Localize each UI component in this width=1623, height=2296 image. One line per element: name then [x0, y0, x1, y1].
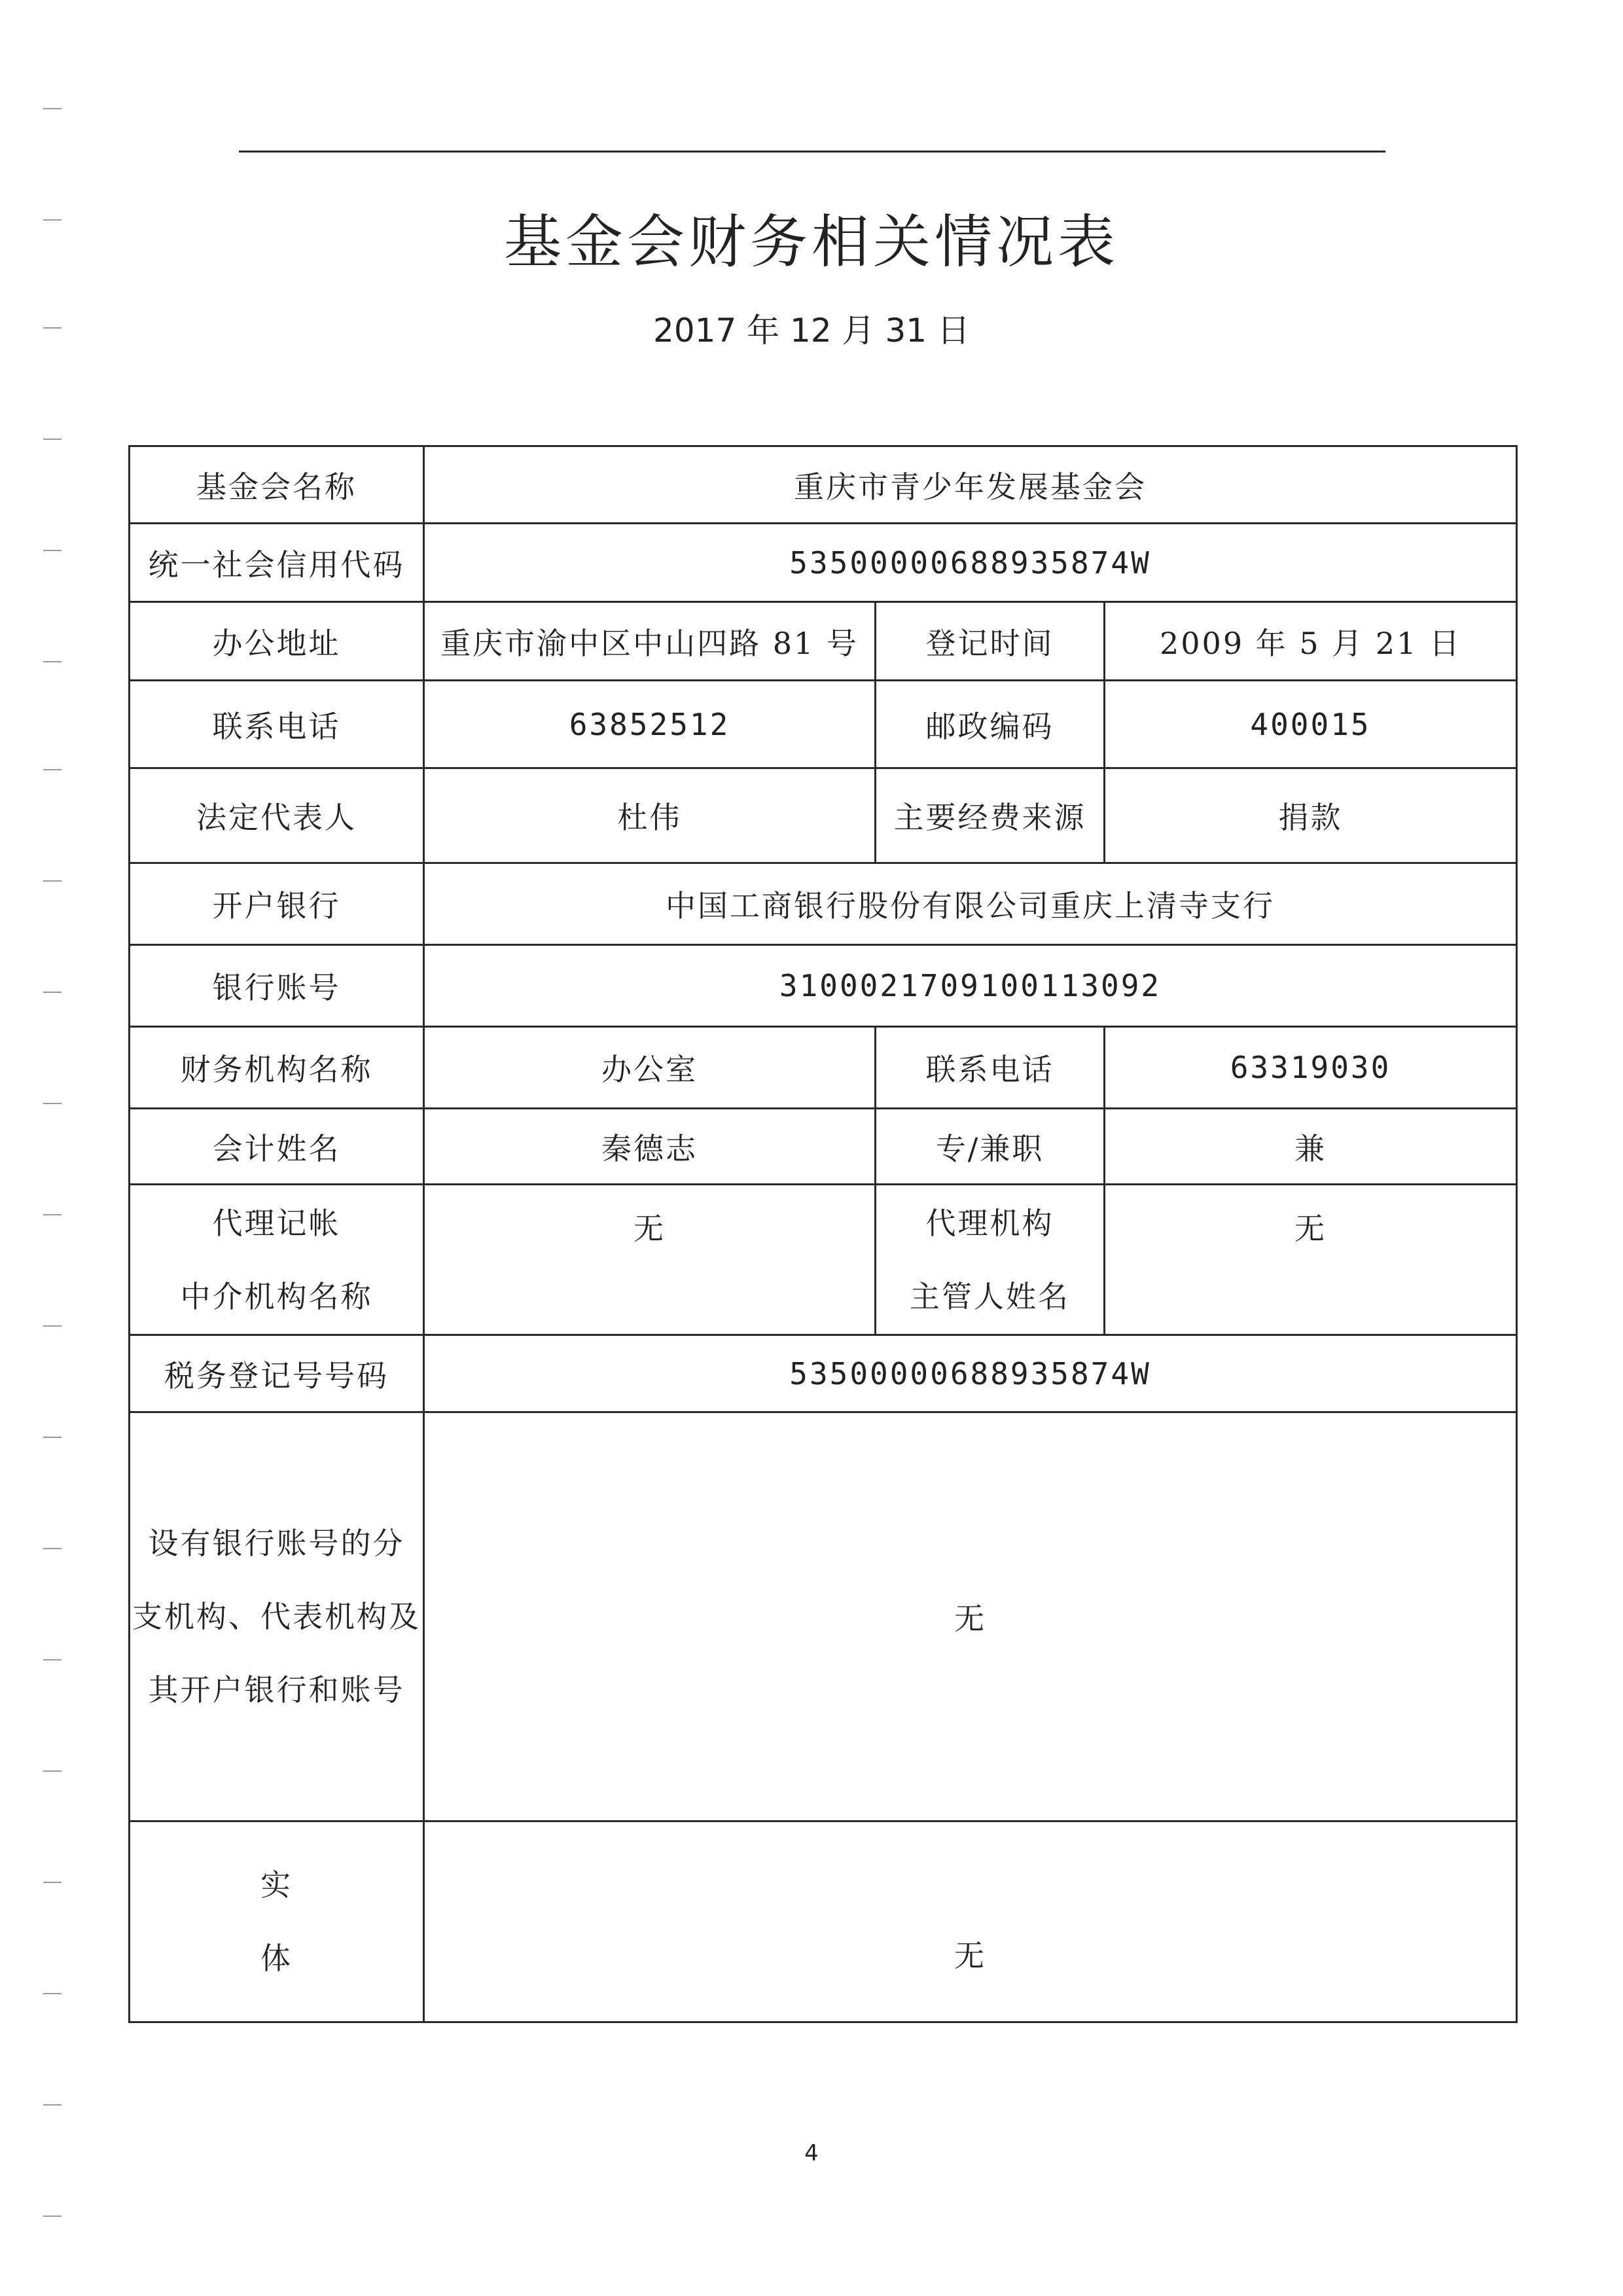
label-tax-reg: 税务登记号号码 [130, 1335, 424, 1412]
value-agency-manager: 无 [1105, 1185, 1517, 1335]
binder-mark [43, 108, 62, 109]
value-postal-code: 400015 [1105, 681, 1517, 768]
binder-mark [43, 769, 62, 770]
value-credit-code: 53500000688935874W [424, 524, 1517, 602]
label-entity [130, 1821, 424, 2022]
finance-info-table [128, 445, 1518, 2023]
table-row [130, 863, 1517, 945]
label-postal-code: 邮政编码 [876, 681, 1105, 768]
header-rule [239, 151, 1385, 152]
binder-mark [43, 1214, 62, 1215]
label-agency-manager-line1: 代理机构 [925, 1205, 1054, 1241]
table-row [130, 524, 1517, 602]
binder-mark [43, 1882, 62, 1883]
label-registration-date: 登记时间 [876, 602, 1105, 681]
value-tax-reg: 53500000688935874W [424, 1335, 1517, 1412]
report-date: 2017 年 12 月 31 日 [653, 312, 970, 350]
binder-mark [43, 439, 62, 440]
value-agency: 无 [424, 1185, 876, 1335]
label-agency-manager [876, 1185, 1105, 1335]
value-finance-phone: 63319030 [1105, 1027, 1517, 1109]
page-title: 基金会财务相关情况表 [503, 208, 1119, 276]
value-legal-rep: 杜伟 [424, 768, 876, 863]
binder-mark [43, 1325, 62, 1327]
value-phone: 63852512 [424, 681, 876, 768]
label-entity-line2: 体 [260, 1941, 293, 1976]
page-number: 4 [804, 2140, 819, 2166]
binder-mark [43, 992, 62, 993]
binder-mark [43, 2215, 62, 2217]
binder-mark [43, 1659, 62, 1660]
value-employment-type: 兼 [1105, 1109, 1517, 1185]
value-funding-source: 捐款 [1105, 768, 1517, 863]
table-row [130, 1027, 1517, 1109]
value-accountant: 秦德志 [424, 1109, 876, 1185]
label-branches-line2: 支机构、代表机构及 [132, 1599, 421, 1634]
label-credit-code: 统一社会信用代码 [130, 524, 424, 602]
label-legal-rep: 法定代表人 [130, 768, 424, 863]
label-branches [130, 1412, 424, 1821]
table-row [130, 446, 1517, 524]
value-foundation-name: 重庆市青少年发展基金会 [424, 446, 1517, 524]
label-agency-line1: 代理记帐 [212, 1205, 341, 1241]
binder-mark [43, 550, 62, 551]
binder-mark [43, 1770, 62, 1772]
label-phone: 联系电话 [130, 681, 424, 768]
binder-mark [43, 661, 62, 662]
value-bank: 中国工商银行股份有限公司重庆上清寺支行 [424, 863, 1517, 945]
value-entity: 无 [424, 1821, 1517, 2022]
label-account: 银行账号 [130, 945, 424, 1027]
label-accountant: 会计姓名 [130, 1109, 424, 1185]
value-address: 重庆市渝中区中山四路 81 号 [424, 602, 876, 681]
label-agency-line2: 中介机构名称 [180, 1278, 373, 1314]
label-bank: 开户银行 [130, 863, 424, 945]
label-finance-org: 财务机构名称 [130, 1027, 424, 1109]
binder-mark [43, 1548, 62, 1549]
label-foundation-name: 基金会名称 [130, 446, 424, 524]
value-finance-org: 办公室 [424, 1027, 876, 1109]
binder-mark [43, 880, 62, 882]
table-row [130, 1109, 1517, 1185]
binder-mark [43, 1437, 62, 1438]
table-row [130, 945, 1517, 1027]
table-row [130, 1412, 1517, 1821]
label-entity-line1: 实 [260, 1867, 293, 1903]
value-account: 3100021709100113092 [424, 945, 1517, 1027]
binder-mark [43, 1993, 62, 1994]
binder-mark [43, 2104, 62, 2106]
label-branches-line1: 设有银行账号的分 [148, 1526, 405, 1561]
label-finance-phone: 联系电话 [876, 1027, 1105, 1109]
table-row [130, 1185, 1517, 1335]
table-row [130, 602, 1517, 681]
value-branches: 无 [424, 1412, 1517, 1821]
label-branches-line3: 其开户银行和账号 [148, 1672, 405, 1708]
label-funding-source: 主要经费来源 [876, 768, 1105, 863]
label-employment-type: 专/兼职 [876, 1109, 1105, 1185]
table-row [130, 768, 1517, 863]
table-row [130, 681, 1517, 768]
value-registration-date: 2009 年 5 月 21 日 [1105, 602, 1517, 681]
label-address: 办公地址 [130, 602, 424, 681]
label-agency-manager-line2: 主管人姓名 [910, 1278, 1070, 1314]
label-agency [130, 1185, 424, 1335]
binder-mark [43, 1103, 62, 1104]
table-row [130, 1821, 1517, 2022]
table-row [130, 1335, 1517, 1412]
